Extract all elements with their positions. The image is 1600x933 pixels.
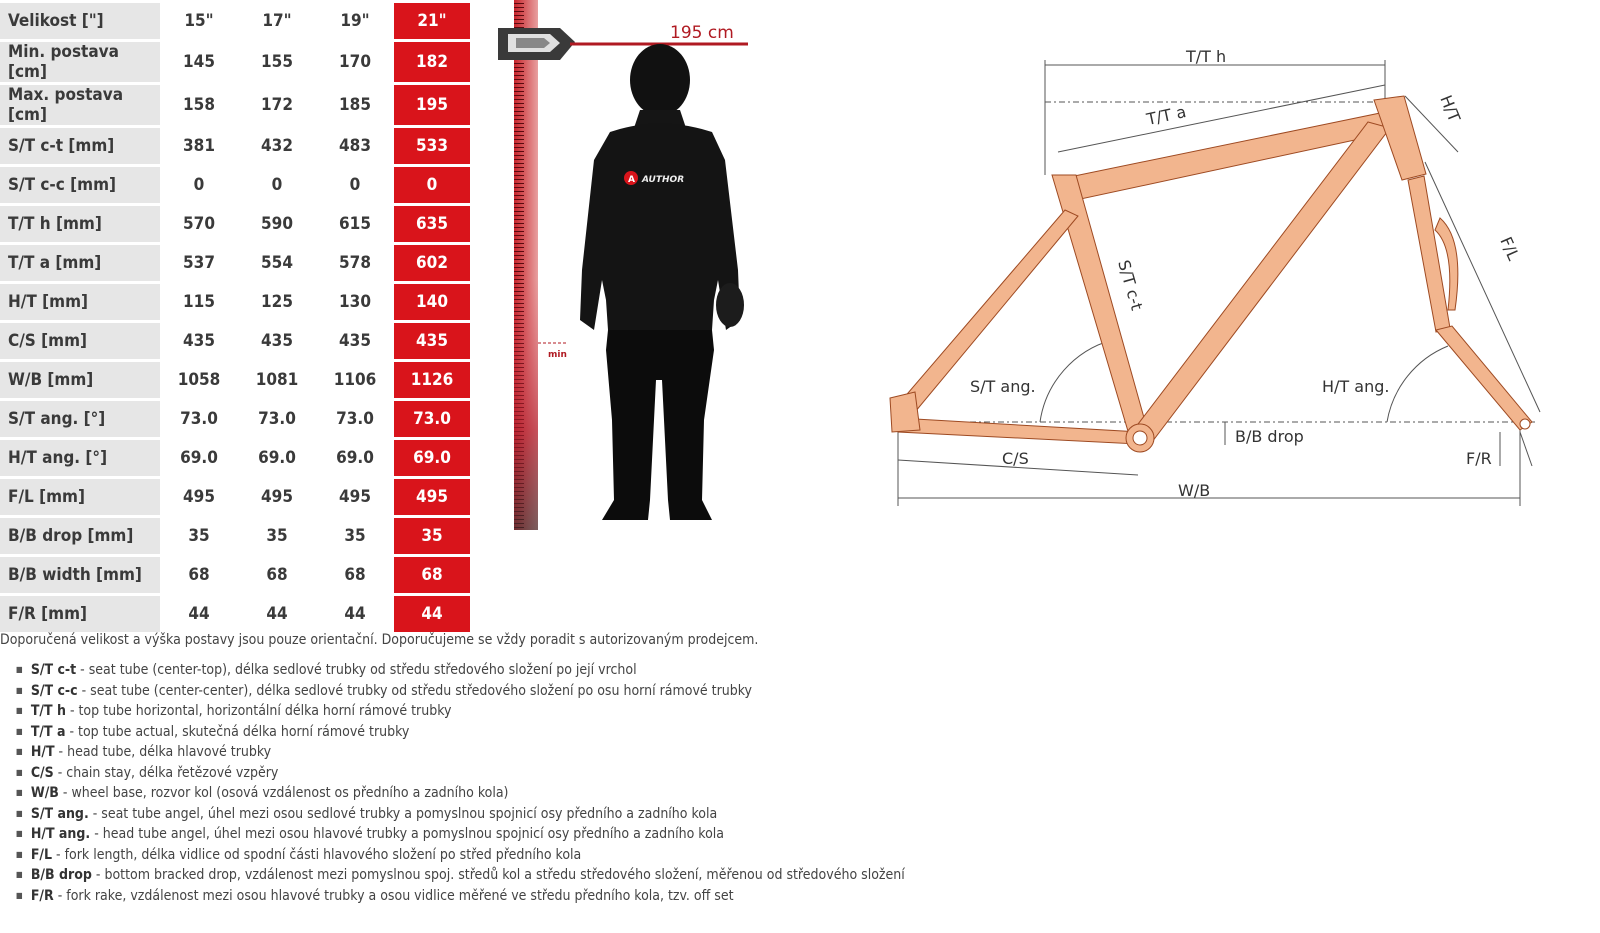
cell-21-highlight: 140 [394, 284, 470, 320]
cell-21-highlight: 44 [394, 596, 470, 632]
legend-desc: - bottom bracked drop, vzdálenost mezi pomyslnou spoj. středů kol a středu středového složení, měřenou od středového složení [91, 867, 905, 883]
legend-desc: - head tube angel, úhel mezi osou hlavové trubky a pomyslnou spojnicí osy předního a zadního kola [90, 826, 725, 842]
legend-term: C/S [30, 764, 54, 781]
jacket-logo-text: AUTHOR [642, 175, 685, 185]
legend-desc: - head tube, délka hlavové trubky [54, 744, 272, 760]
cell-21-highlight: 195 [394, 85, 470, 125]
legend-term: S/T ang. [30, 805, 89, 822]
tt-h-label: T/T h [1186, 47, 1227, 66]
legend-desc: - top tube actual, skutečná délka horní rámové trubky [65, 723, 410, 740]
legend-desc: - top tube horizontal, horizontální délka horní rámové trubky [65, 703, 452, 719]
cell-17: 68 [266, 565, 288, 585]
cell-21-highlight: 69.0 [394, 440, 470, 476]
table-row [0, 440, 470, 476]
table-row [0, 479, 470, 515]
list-item [16, 722, 905, 743]
cell-19: 19" [340, 11, 370, 31]
cell-15: 145 [183, 52, 215, 72]
cell-19: 435 [339, 331, 371, 351]
cell-21-highlight: 182 [394, 42, 470, 82]
cell-21-highlight: 73.0 [394, 401, 470, 437]
ht-label: H/T [1436, 92, 1465, 125]
cell-15: 537 [183, 253, 215, 273]
row-label: Velikost ["] [0, 3, 160, 39]
row-label: Max. postava [cm] [0, 85, 160, 125]
table-row [0, 3, 470, 39]
size-table [0, 0, 470, 635]
table-row [0, 42, 470, 82]
cell-19: 495 [339, 487, 371, 507]
cell-19: 69.0 [336, 448, 374, 468]
legend-term: B/B drop [30, 867, 92, 883]
cell-21-highlight: 68 [394, 557, 470, 593]
list-item [16, 681, 905, 702]
svg-text:A: A [628, 175, 635, 185]
legend-desc: - fork rake, vzdálenost mezi osou hlavové trubky a osou vidlice měřené ve středu předního kola, tzv. off set [53, 887, 734, 904]
cell-17: 35 [266, 526, 288, 546]
cell-17: 172 [261, 95, 293, 115]
cell-19: 0 [349, 175, 361, 195]
cell-17: 432 [261, 136, 293, 156]
legend-desc: - seat tube angel, úhel mezi osou sedlové trubky a pomyslnou spojnicí osy předního a zadního kola [88, 805, 718, 822]
legend-term: F/R [30, 887, 54, 904]
list-item [16, 845, 905, 866]
row-label: S/T c-t [mm] [0, 128, 160, 164]
list-item [16, 783, 905, 804]
cell-17: 495 [261, 487, 293, 507]
legend-term: H/T [30, 744, 55, 760]
table-row [0, 557, 470, 593]
list-item [16, 660, 905, 681]
legend-desc: - fork length, délka vidlice od spodní části hlavového složení po střed předního kola [52, 846, 582, 863]
height-ruler [514, 0, 538, 530]
legend-term: F/L [30, 846, 53, 863]
cell-15: 44 [188, 604, 210, 624]
list-item [16, 886, 905, 907]
ht-ang-label: H/T ang. [1322, 377, 1390, 396]
cell-19: 44 [344, 604, 366, 624]
dimension-lines [898, 60, 1540, 506]
cell-17: 69.0 [258, 448, 296, 468]
legend-term: H/T ang. [30, 826, 91, 842]
cs-label: C/S [1002, 449, 1029, 468]
table-row [0, 401, 470, 437]
row-label: T/T h [mm] [0, 206, 160, 242]
rider-height-figure [490, 0, 760, 540]
cell-19: 68 [344, 565, 366, 585]
cell-15: 35 [188, 526, 210, 546]
table-row [0, 362, 470, 398]
cell-17: 73.0 [258, 409, 296, 429]
cell-15: 15" [184, 11, 214, 31]
cell-17: 590 [261, 214, 293, 234]
row-label: F/R [mm] [0, 596, 160, 632]
table-row [0, 596, 470, 632]
row-label: W/B [mm] [0, 362, 160, 398]
legend-desc: - seat tube (center-top), délka sedlové trubky od středu středového složení po její vrchol [76, 662, 637, 678]
bb-drop-label: B/B drop [1235, 427, 1304, 446]
row-label: C/S [mm] [0, 323, 160, 359]
legend-term: S/T c-t [30, 662, 77, 678]
row-label: Min. postava [cm] [0, 42, 160, 82]
cell-17: 44 [266, 604, 288, 624]
cell-21-highlight: 495 [394, 479, 470, 515]
cell-15: 68 [188, 565, 210, 585]
table-row [0, 128, 470, 164]
frame-geometry-diagram [880, 40, 1570, 520]
cell-17: 1081 [255, 370, 299, 390]
table-row [0, 206, 470, 242]
cell-21-highlight: 635 [394, 206, 470, 242]
row-label: S/T ang. [°] [0, 401, 160, 437]
legend-desc: - chain stay, délka řetězové vzpěry [53, 764, 279, 781]
st-ang-label: S/T ang. [970, 377, 1036, 396]
wb-label: W/B [1178, 481, 1211, 500]
size-table-body [0, 3, 470, 632]
list-item [16, 763, 905, 784]
cell-15: 570 [183, 214, 215, 234]
row-label: T/T a [mm] [0, 245, 160, 281]
list-item [16, 701, 905, 722]
cell-21-highlight: 435 [394, 323, 470, 359]
list-item [16, 742, 905, 763]
bike-frame [890, 96, 1532, 452]
cell-15: 115 [183, 292, 215, 312]
list-item [16, 865, 905, 886]
table-row [0, 284, 470, 320]
min-height-label: min [548, 350, 567, 360]
cell-17: 554 [261, 253, 293, 273]
legend-term: T/T h [30, 703, 66, 719]
cell-21-highlight: 1126 [394, 362, 470, 398]
st-ct-label: S/T c-t [1114, 257, 1147, 313]
legend-term: W/B [30, 785, 59, 801]
cell-19: 73.0 [336, 409, 374, 429]
legend-term: S/T c-c [30, 682, 78, 699]
list-item [16, 804, 905, 825]
list-item [16, 824, 905, 845]
cell-19: 615 [339, 214, 371, 234]
row-label: B/B width [mm] [0, 557, 160, 593]
row-label: B/B drop [mm] [0, 518, 160, 554]
table-row [0, 167, 470, 203]
cell-21-highlight: 533 [394, 128, 470, 164]
table-row [0, 245, 470, 281]
max-height-label: 195 cm [670, 23, 734, 43]
legend-term: T/T a [30, 723, 66, 740]
rider-silhouette [580, 44, 744, 520]
row-label: F/L [mm] [0, 479, 160, 515]
cell-15: 0 [193, 175, 205, 195]
sizing-note: Doporučená velikost a výška postavy jsou pouze orientační. Doporučujeme se vždy poradit s autorizovaným prodejcem. [0, 632, 759, 648]
cell-21-highlight: 35 [394, 518, 470, 554]
cell-17: 0 [271, 175, 283, 195]
row-label: H/T ang. [°] [0, 440, 160, 476]
cell-17: 155 [261, 52, 293, 72]
cell-19: 185 [339, 95, 371, 115]
cell-17: 435 [261, 331, 293, 351]
cell-15: 69.0 [180, 448, 218, 468]
cell-19: 578 [339, 253, 371, 273]
tt-a-label: T/T a [1144, 102, 1188, 129]
cell-15: 381 [183, 136, 215, 156]
cell-21-highlight: 602 [394, 245, 470, 281]
table-row [0, 323, 470, 359]
fl-label: F/L [1496, 233, 1524, 264]
cell-17: 17" [262, 11, 292, 31]
legend-desc: - seat tube (center-center), délka sedlové trubky od středu středového složení po osu horní rámové trubky [77, 682, 752, 699]
cell-15: 495 [183, 487, 215, 507]
row-label: H/T [mm] [0, 284, 160, 320]
cell-15: 158 [183, 95, 215, 115]
cell-15: 73.0 [180, 409, 218, 429]
cell-17: 125 [261, 292, 293, 312]
row-label: S/T c-c [mm] [0, 167, 160, 203]
fr-label: F/R [1466, 449, 1492, 468]
table-row [0, 85, 470, 125]
cell-21-highlight: 21" [394, 3, 470, 39]
cell-19: 483 [339, 136, 371, 156]
table-row [0, 518, 470, 554]
legend-desc: - wheel base, rozvor kol (osová vzdálenost os předního a zadního kola) [58, 785, 509, 801]
cell-19: 130 [339, 292, 371, 312]
cell-19: 1106 [333, 370, 377, 390]
cell-19: 170 [339, 52, 371, 72]
cell-21-highlight: 0 [394, 167, 470, 203]
cell-15: 435 [183, 331, 215, 351]
cell-15: 1058 [177, 370, 221, 390]
cell-19: 35 [344, 526, 366, 546]
abbreviation-legend [16, 660, 905, 906]
